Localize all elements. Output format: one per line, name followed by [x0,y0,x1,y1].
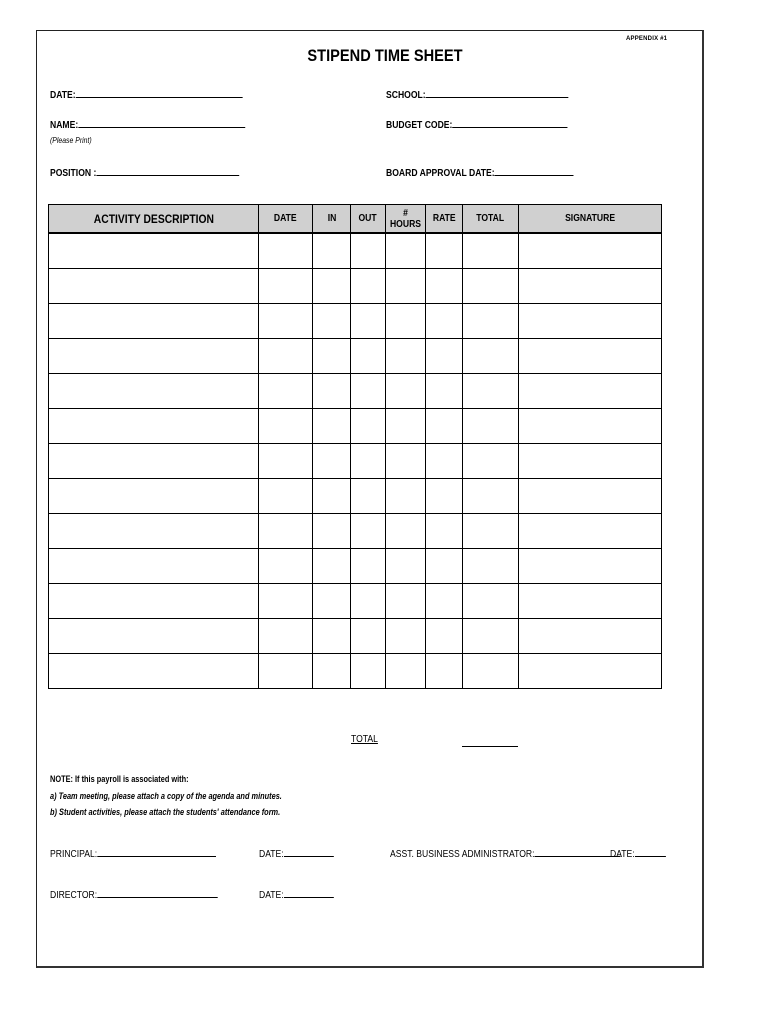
cell-rate[interactable] [426,548,463,583]
cell-activity-description[interactable] [49,478,259,513]
position-label: POSITION : [50,168,97,179]
principal-line[interactable] [97,847,216,857]
cell-hours[interactable] [386,513,426,548]
cell-hours[interactable] [386,618,426,653]
appendix-label: APPENDIX #1 [626,36,668,42]
col-date: DATE [259,205,313,234]
cell-signature[interactable] [519,408,662,443]
cell-rate[interactable] [426,233,463,268]
cell-out[interactable] [351,268,386,303]
board-approval-date-field[interactable] [386,166,574,179]
cell-date[interactable] [259,338,313,373]
school-field[interactable] [386,88,568,101]
cell-in[interactable] [313,653,351,688]
table-row [49,618,662,653]
page-title: STIPEND TIME SHEET [307,46,463,65]
asst-business-admin-line[interactable] [534,847,620,857]
cell-signature[interactable] [519,478,662,513]
table-row [49,548,662,583]
cell-date[interactable] [259,478,313,513]
cell-out[interactable] [351,303,386,338]
cell-activity-description[interactable] [49,268,259,303]
cell-in[interactable] [313,583,351,618]
position-line[interactable] [96,166,239,176]
cell-total[interactable] [463,653,519,688]
name-field[interactable] [50,118,245,131]
cell-hours[interactable] [386,548,426,583]
cell-signature[interactable] [519,443,662,478]
director-date-field[interactable] [259,888,334,901]
asst-business-admin-date-label: DATE: [610,849,635,860]
cell-date[interactable] [259,303,313,338]
cell-activity-description[interactable] [49,233,259,268]
director-date-line[interactable] [284,888,334,898]
col-out: OUT [351,205,386,234]
cell-activity-description[interactable] [49,443,259,478]
name-label: NAME: [50,120,79,131]
cell-rate[interactable] [426,618,463,653]
principal-date-line[interactable] [284,847,334,857]
cell-activity-description[interactable] [49,513,259,548]
cell-activity-description[interactable] [49,618,259,653]
cell-in[interactable] [313,513,351,548]
cell-rate[interactable] [426,443,463,478]
cell-date[interactable] [259,653,313,688]
cell-rate[interactable] [426,583,463,618]
cell-activity-description[interactable] [49,653,259,688]
cell-rate[interactable] [426,268,463,303]
cell-signature[interactable] [519,303,662,338]
table-row [49,408,662,443]
col-signature: SIGNATURE [519,205,662,234]
cell-out[interactable] [351,443,386,478]
school-line[interactable] [426,88,569,98]
cell-signature[interactable] [519,233,662,268]
cell-total[interactable] [463,583,519,618]
budget-code-label: BUDGET CODE: [386,120,453,131]
please-print-hint: (Please Print) [50,136,92,145]
cell-hours[interactable] [386,478,426,513]
cell-out[interactable] [351,513,386,548]
total-line[interactable] [462,745,518,747]
principal-label: PRINCIPAL: [50,849,98,860]
cell-out[interactable] [351,338,386,373]
cell-activity-description[interactable] [49,303,259,338]
total-label: TOTAL [351,734,378,745]
asst-business-admin-label: ASST. BUSINESS ADMINISTRATOR: [390,849,535,860]
table-body [49,233,662,688]
table-row [49,513,662,548]
director-line[interactable] [97,888,217,898]
cell-total[interactable] [463,268,519,303]
date-field[interactable] [50,88,242,101]
cell-date[interactable] [259,408,313,443]
cell-hours[interactable] [386,443,426,478]
table-row [49,583,662,618]
position-field[interactable] [50,166,239,179]
cell-out[interactable] [351,478,386,513]
table-row [49,338,662,373]
asst-business-admin-date-field[interactable] [610,847,666,860]
date-line[interactable] [76,88,243,98]
principal-date-label: DATE: [259,849,284,860]
cell-rate[interactable] [426,653,463,688]
cell-in[interactable] [313,408,351,443]
cell-date[interactable] [259,583,313,618]
budget-code-field[interactable] [386,118,568,131]
cell-activity-description[interactable] [49,338,259,373]
cell-hours[interactable] [386,373,426,408]
note-item-a: a) Team meeting, please attach a copy of the agenda and minutes. [50,791,282,801]
cell-total[interactable] [463,443,519,478]
col-hours: # HOURS [386,205,426,234]
cell-rate[interactable] [426,303,463,338]
cell-total[interactable] [463,338,519,373]
cell-date[interactable] [259,373,313,408]
cell-hours[interactable] [386,583,426,618]
note-item-b: b) Student activities, please attach the students' attendance form. [50,807,281,817]
cell-out[interactable] [351,233,386,268]
date-label: DATE: [50,90,76,101]
director-date-label: DATE: [259,890,284,901]
col-activity-description: ACTIVITY DESCRIPTION [49,205,259,234]
cell-in[interactable] [313,338,351,373]
cell-activity-description[interactable] [49,548,259,583]
table-row [49,233,662,268]
cell-signature[interactable] [519,338,662,373]
cell-total[interactable] [463,548,519,583]
table-row [49,443,662,478]
name-line[interactable] [78,118,245,128]
cell-hours[interactable] [386,233,426,268]
table-row [49,653,662,688]
director-label: DIRECTOR: [50,890,98,901]
cell-in[interactable] [313,443,351,478]
cell-rate[interactable] [426,513,463,548]
cell-signature[interactable] [519,653,662,688]
cell-signature[interactable] [519,583,662,618]
cell-signature[interactable] [519,548,662,583]
budget-code-line[interactable] [452,118,567,128]
cell-activity-description[interactable] [49,583,259,618]
col-rate: RATE [426,205,463,234]
cell-out[interactable] [351,408,386,443]
cell-total[interactable] [463,408,519,443]
table-row [49,303,662,338]
cell-date[interactable] [259,513,313,548]
table-header-row [49,205,662,234]
cell-in[interactable] [313,303,351,338]
cell-in[interactable] [313,373,351,408]
cell-out[interactable] [351,548,386,583]
asst-business-admin-date-line[interactable] [635,847,666,857]
cell-total[interactable] [463,233,519,268]
cell-out[interactable] [351,653,386,688]
cell-hours[interactable] [386,338,426,373]
cell-date[interactable] [259,618,313,653]
cell-date[interactable] [259,548,313,583]
cell-in[interactable] [313,233,351,268]
cell-date[interactable] [259,233,313,268]
cell-rate[interactable] [426,478,463,513]
cell-total[interactable] [463,478,519,513]
cell-rate[interactable] [426,373,463,408]
cell-hours[interactable] [386,303,426,338]
cell-in[interactable] [313,268,351,303]
activity-table [48,204,662,689]
cell-out[interactable] [351,618,386,653]
school-label: SCHOOL: [386,90,426,101]
cell-signature[interactable] [519,618,662,653]
cell-total[interactable] [463,513,519,548]
cell-activity-description[interactable] [49,408,259,443]
table-row [49,268,662,303]
principal-date-field[interactable] [259,847,334,860]
cell-total[interactable] [463,618,519,653]
cell-in[interactable] [313,478,351,513]
cell-hours[interactable] [386,408,426,443]
cell-out[interactable] [351,373,386,408]
principal-field[interactable] [50,847,216,860]
cell-date[interactable] [259,443,313,478]
cell-total[interactable] [463,303,519,338]
board-approval-date-label: BOARD APPROVAL DATE: [386,168,495,179]
cell-in[interactable] [313,548,351,583]
cell-hours[interactable] [386,268,426,303]
col-in: IN [313,205,351,234]
col-total: TOTAL [463,205,519,234]
cell-date[interactable] [259,268,313,303]
note-heading: NOTE: If this payroll is associated with: [50,774,189,784]
cell-signature[interactable] [519,513,662,548]
cell-out[interactable] [351,583,386,618]
table-row [49,373,662,408]
table-row [49,478,662,513]
cell-activity-description[interactable] [49,373,259,408]
cell-signature[interactable] [519,373,662,408]
director-field[interactable] [50,888,218,901]
board-approval-date-line[interactable] [495,166,574,176]
asst-business-admin-field[interactable] [390,847,620,860]
cell-signature[interactable] [519,268,662,303]
cell-in[interactable] [313,618,351,653]
cell-rate[interactable] [426,338,463,373]
cell-rate[interactable] [426,408,463,443]
cell-hours[interactable] [386,653,426,688]
cell-total[interactable] [463,373,519,408]
